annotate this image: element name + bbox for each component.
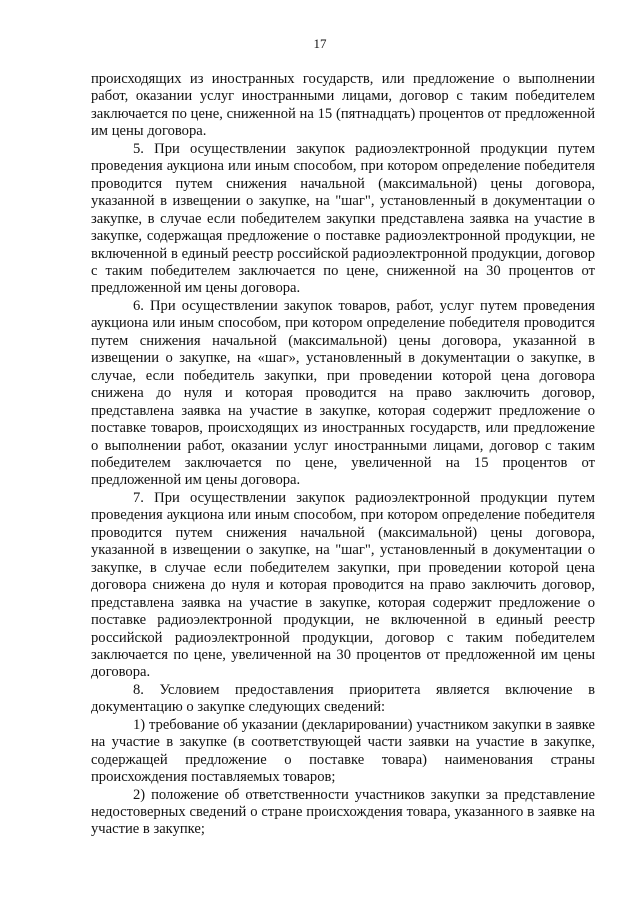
paragraph-item-6: 6. При осуществлении закупок товаров, работ, услуг путем проведения аукциона или иным способом, при котором определение победителя проводится путем снижения начальной (максимальной) цены договора, указанной в извещении о закупке, на «шаг», установленный в документации о закупке, в случае, если победитель закупки, при проведении которой цена договора снижена до нуля и которая проводится на право заключить договор, представлена заявка на участие в закупке, которая содержит предложение о поставке товаров, происходящих из иностранных государств, или предложение о выполнении работ, оказании услуг иностранными лицами, договор с таким победителем заключается по цене, увеличенной на 15 процентов от предложенной им цены договора. xyxy=(91,297,595,489)
document-body xyxy=(91,71,595,839)
subitem-2: 2) положение об ответственности участников закупки за представление недостоверных сведений о стране происхождения товара, указанного в заявке на участие в закупке; xyxy=(91,786,595,838)
subitem-1: 1) требование об указании (декларировании) участником закупки в заявке на участие в закупке (в соответствующей части заявки на участие в закупке, содержащей предложение о поставке товара) наименования страны происхождения поставляемых товаров; xyxy=(91,716,595,786)
paragraph-continuation: происходящих из иностранных государств, или предложение о выполнении работ, оказании услуг иностранными лицами, договор с таким победителем заключается по цене, сниженной на 15 (пятнадцать) процентов от предложенной им цены договора. xyxy=(91,71,595,140)
page-number: 17 xyxy=(313,36,327,51)
paragraph-item-5: 5. При осуществлении закупок радиоэлектронной продукции путем проведения аукциона или иным способом, при котором определение победителя проводится путем снижения начальной (максимальной) цены договора, указанной в извещении о закупке, на "шаг", установленный в документации о закупке, в случае если победителем закупки представлена заявка на участие в закупке, содержащая предложение о поставке радиоэлектронной продукции, не включенной в единый реестр российской радиоэлектронной продукции, договор с таким победителем заключается по цене, сниженной на 30 процентов от предложенной им цены договора. xyxy=(91,140,595,297)
paragraph-item-8: 8. Условием предоставления приоритета является включение в документацию о закупке следующих сведений: xyxy=(91,681,595,716)
paragraph-item-7: 7. При осуществлении закупок радиоэлектронной продукции путем проведения аукциона или иным способом, при котором определение победителя проводится путем снижения начальной (максимальной) цены договора, указанной в извещении о закупке, на "шаг", установленный в документации о закупке, в случае если победителем закупки, при проведении которой цена договора снижена до нуля и которая проводится на право заключить договор, представлена заявка на участие в закупке, которая содержит предложение о поставке радиоэлектронной продукции, не включенной в единый реестр российской радиоэлектронной продукции, договор с таким победителем заключается по цене, увеличенной на 30 процентов от предложенной им цены договора. xyxy=(91,489,595,681)
